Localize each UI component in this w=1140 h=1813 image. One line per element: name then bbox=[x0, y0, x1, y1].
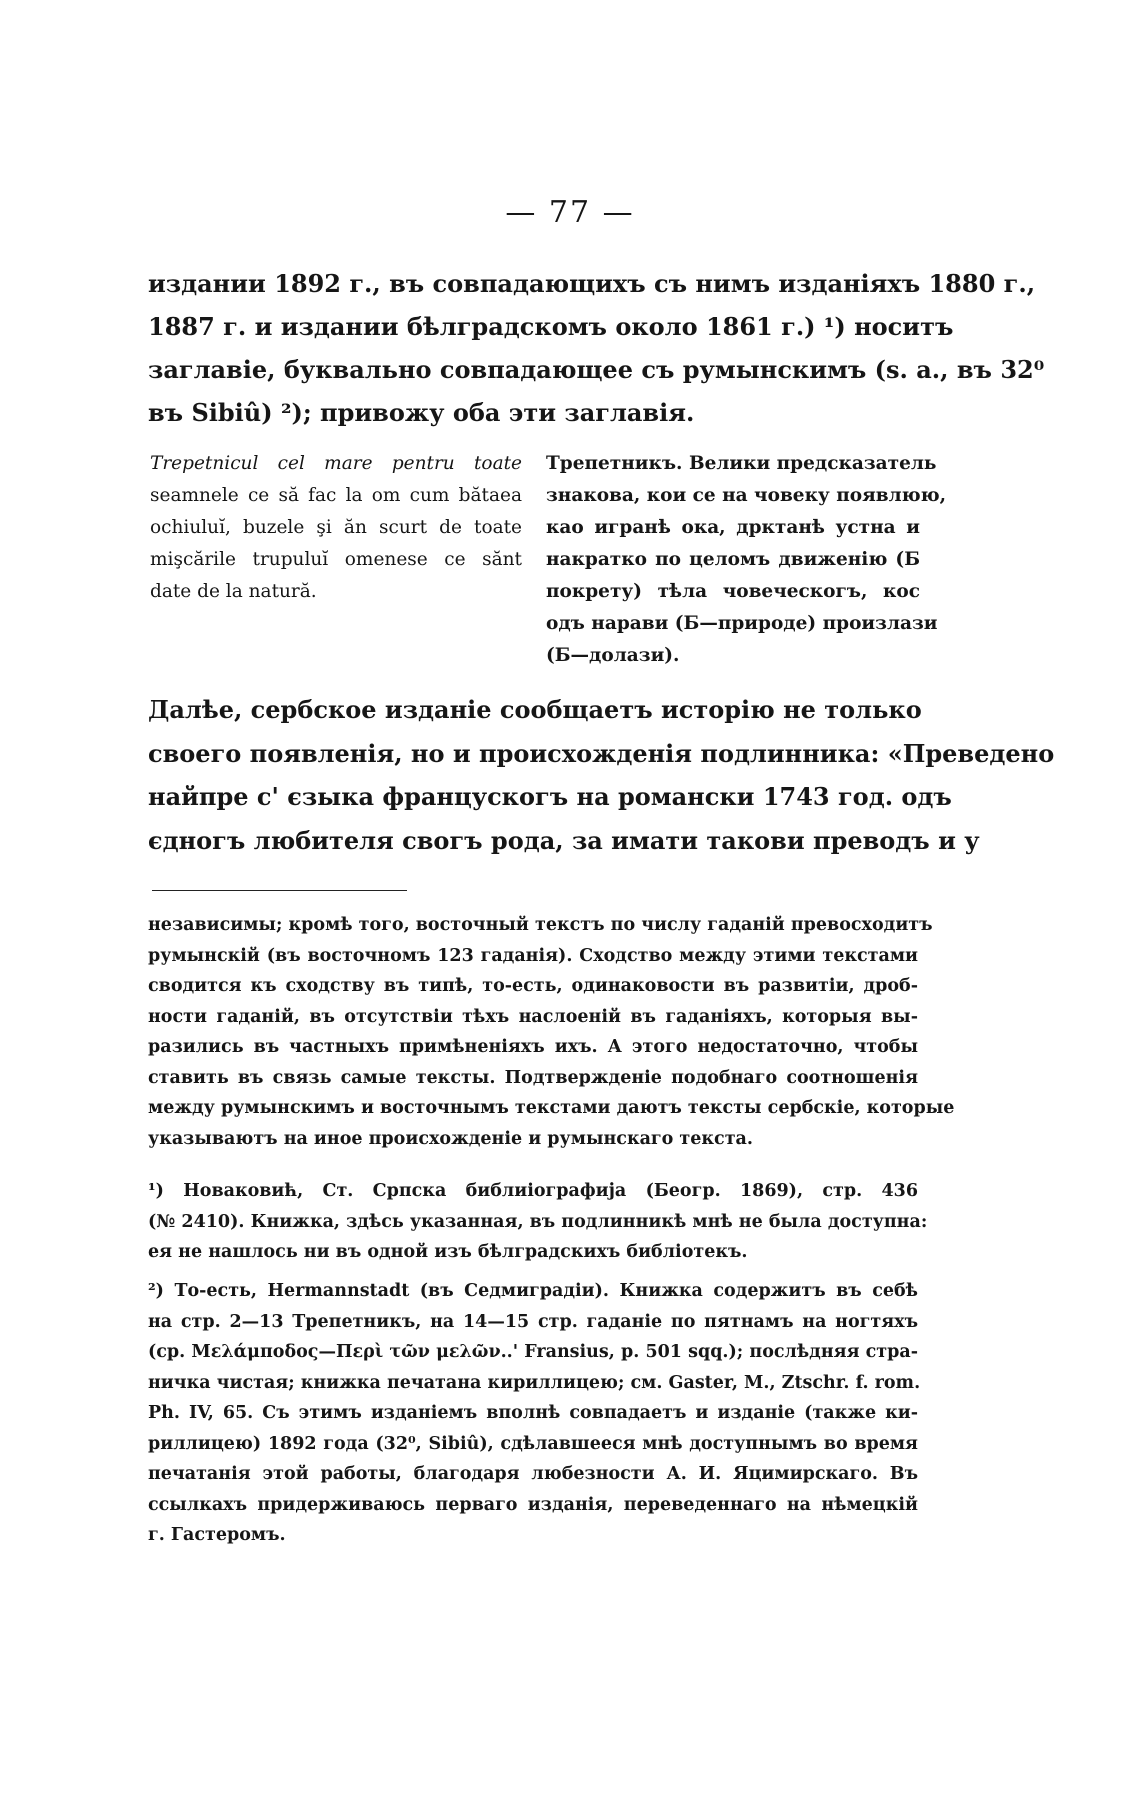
intro-paragraph bbox=[148, 262, 1045, 434]
text-line: (ср. Μελάμποδος—Περὶ τῶν μελῶν..' Fransius, p. 501 sqq.); послѣдняя стра- bbox=[148, 1342, 918, 1362]
text-line: заглавіе, буквально совпадающее съ румынскимъ (s. a., въ 32⁰ bbox=[148, 355, 1045, 384]
text-line: seamnele ce să fac la om cum bătaea bbox=[150, 485, 522, 506]
text-line: 1887 г. и издании бѣлградскомъ около 1861 г.) ¹) носитъ bbox=[148, 312, 954, 341]
text-line: въ Sibiû) ²); привожу оба эти заглавія. bbox=[148, 398, 695, 427]
text-line: румынскій (въ восточномъ 123 гаданія). Сходство между этими текстами bbox=[148, 945, 918, 966]
text-line: знакова, кои се на човеку появлюю, bbox=[546, 485, 947, 506]
text-line: Далѣе, сербское изданіе сообщаетъ исторію не только bbox=[148, 695, 922, 724]
text-line: на стр. 2—13 Трепетникъ, на 14—15 стр. гаданіе по пятнамъ на ногтяхъ bbox=[148, 1311, 918, 1332]
text-line: г. Гастеромъ. bbox=[148, 1525, 286, 1545]
text-line: риллицею) 1892 года (32⁰, Sibiû), сдѣлавшееся мнѣ доступнымъ во время bbox=[148, 1433, 918, 1454]
text-line: разились въ частныхъ примѣненіяхъ ихъ. А этого недостаточно, чтобы bbox=[148, 1037, 918, 1057]
footnote-1 bbox=[148, 1176, 928, 1268]
text-line: ochiuluĭ, buzele şi ăn scurt de toate bbox=[150, 517, 522, 538]
text-line: найпре с' єзыка францускогъ на романски 1743 год. одъ bbox=[148, 782, 952, 811]
text-line: као игранѣ ока, дрктанѣ устна и bbox=[546, 517, 920, 538]
text-line: Trepetnicul cel mare pentru toate bbox=[150, 453, 522, 474]
text-line: єдногъ любителя свогъ рода, за имати такови преводъ и у bbox=[148, 825, 980, 855]
text-line: (Б—долази). bbox=[546, 645, 680, 666]
serbian-title-column bbox=[546, 448, 947, 672]
text-line: Ph. IV, 65. Съ этимъ изданіемъ вполнѣ совпадаетъ и изданіе (также ки- bbox=[148, 1403, 918, 1423]
text-line: ничка чистая; книжка печатана кириллицею; см. Gaster, M., Ztschr. f. rom. bbox=[148, 1372, 921, 1393]
text-line: издании 1892 г., въ совпадающихъ съ нимъ изданіяхъ 1880 г., bbox=[148, 269, 1036, 298]
text-line: Трепетникъ. Велики предсказатель bbox=[546, 453, 937, 474]
footnote-2 bbox=[148, 1276, 921, 1551]
text-line: ности гаданій, въ отсутствіи тѣхъ наслоеній въ гаданіяхъ, которыя вы- bbox=[148, 1006, 918, 1027]
text-line: ставить въ связь самые тексты. Подтвержденіе подобнаго соотношенія bbox=[148, 1067, 918, 1088]
text-line: между румынскимъ и восточнымъ текстами даютъ тексты сербскіе, которые bbox=[148, 1098, 955, 1118]
footnote-continued bbox=[148, 910, 955, 1154]
text-line: ¹) Новаковић, Ст. Српска библиіографија (Беогр. 1869), стр. 436 bbox=[148, 1181, 918, 1201]
text-line: сводится къ сходству въ типѣ, то-есть, одинаковости въ развитіи, дроб- bbox=[148, 976, 918, 996]
text-line: (№ 2410). Книжка, здѣсь указанная, въ подлинникѣ мнѣ не была доступна: bbox=[148, 1211, 928, 1232]
text-line: ея не нашлось ни въ одной изъ бѣлградскихъ библіотекъ. bbox=[148, 1242, 748, 1262]
text-line: накратко по целомъ движенію (Б bbox=[546, 549, 920, 570]
text-line: date de la natură. bbox=[150, 581, 317, 602]
romanian-title-column bbox=[150, 448, 522, 608]
text-line: ссылкахъ придерживаюсь перваго изданія, переведеннаго на нѣмецкій bbox=[148, 1494, 918, 1515]
text-line: своего появленія, но и происхожденія подлинника: «Преведено bbox=[148, 738, 1055, 768]
text-line: указываютъ на иное происхожденіе и румынскаго текста. bbox=[148, 1128, 753, 1149]
footnote-separator bbox=[152, 890, 407, 891]
text-line: ²) То-есть, Hermannstadt (въ Седмиградіи). Книжка содержитъ въ себѣ bbox=[148, 1281, 918, 1301]
page-number: — 77 — bbox=[505, 195, 635, 230]
text-line: одъ нарави (Б—природе) произлази bbox=[546, 613, 938, 634]
text-line: mişcările trupuluĭ omenese ce sănt bbox=[150, 549, 522, 570]
continuation-paragraph bbox=[148, 688, 1055, 862]
text-line: печатанія этой работы, благодаря любезности А. И. Яцимирскаго. Въ bbox=[148, 1464, 918, 1484]
text-line: покрету) тѣла човеческогъ, кос bbox=[546, 581, 920, 602]
text-line: независимы; кромѣ того, восточный текстъ по числу гаданій превосходитъ bbox=[148, 915, 933, 935]
